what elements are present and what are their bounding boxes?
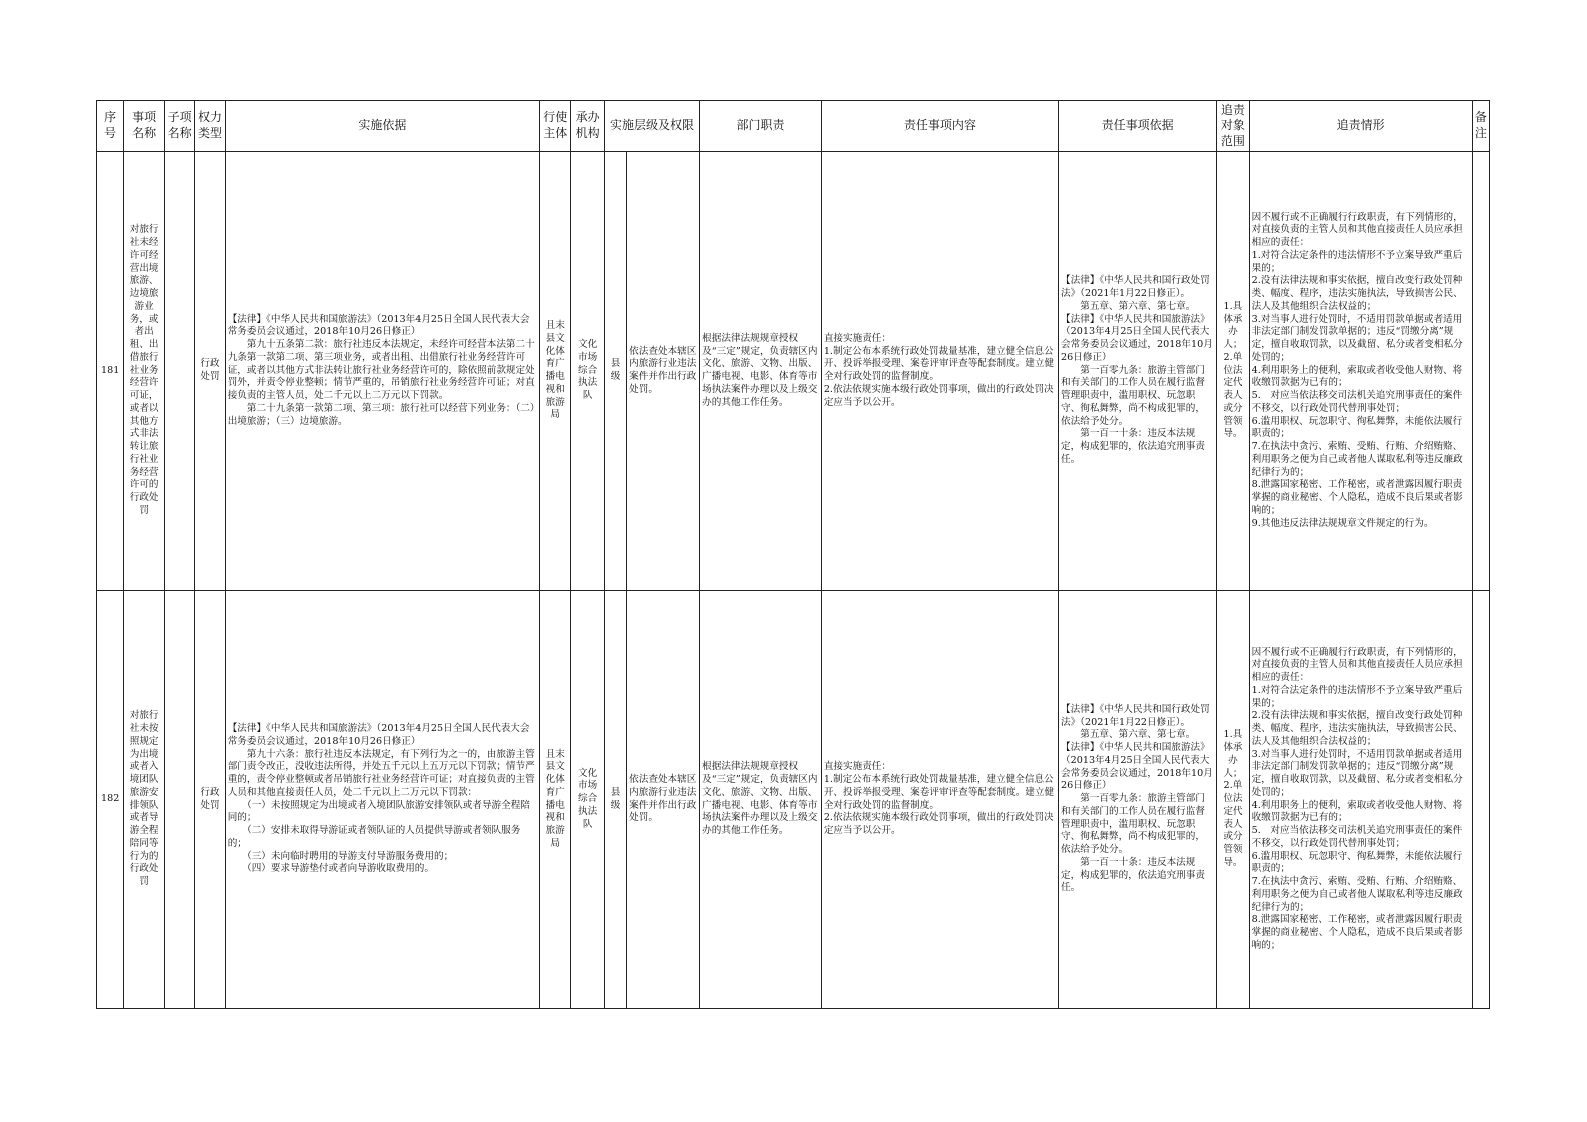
cell-resp-basis: 【法律】《中华人民共和国行政处罚法》（2021年1月22日修正）。 第五章、第六章、第七章。 【法律】《中华人民共和国旅游法》（2013年4月25日全国人民代表大会常务委员会议通过，2018年10月26日修正） 第一百零九条：旅游主管部门和有关部门的工作人员在履行监督管理职责中，滥用职权、玩忽职守、徇私舞弊，尚不构成犯罪的，依法给予处分。 第一百一十条：违反本法规定，构成犯罪的，依法追究刑事责任。 [1059,591,1217,1009]
header-resp-basis: 责任事项依据 [1059,101,1217,152]
header-subject: 行使主体 [540,101,571,152]
header-power-type: 权力类型 [195,101,225,152]
cell-sub-item [164,591,194,1009]
duty-list-table [96,100,1490,1009]
table-header-row [97,101,1490,152]
cell-accountability: 因不履行或不正确履行行政职责，有下列情形的，对直接负责的主管人员和其他直接责任人员应承担相应的责任： 1.对符合法定条件的违法情形不予立案导致严重后果的； 2.没有法律法规和事实依据，擅自改变行政处罚种类、幅度、程序，违法实施执法，导致损害公民、法人及其他组织合法权益的； 3.对当事人进行处罚时，不适用罚款单据或者适用非法定部门制发罚款单据的；违反“罚缴分离”规定，擅自收取罚款，以及截留、私分或者变相私分处罚的； 4.利用职务上的便利，索取或者收受他人财物、将收缴罚款据为已有的； 5. 对应当依法移交司法机关追究刑事责任的案件不移交，以行政处罚代替刑事处罚； 6.滥用职权、玩忽职守、徇私舞弊，未能依法履行职责的； 7.在执法中贪污、索贿、受贿、行贿、介绍贿赂、利用职务之便为自己或者他人谋取私利等违反廉政纪律行为的； 8.泄露国家秘密、工作秘密，或者泄露因履行职责掌握的商业秘密、个人隐私，造成不良后果或者影响的； 9.其他违反法律法规规章文件规定的行为。 [1249,152,1472,591]
cell-sub-item [164,152,194,591]
header-org: 承办机构 [571,101,604,152]
header-item-name: 事项名称 [124,101,165,152]
cell-basis: 【法律】《中华人民共和国旅游法》（2013年4月25日全国人民代表大会常务委员会议通过，2018年10月26日修正） 第九十六条：旅行社违反本法规定，有下列行为之一的，由旅游主管部门责令改正，没收违法所得，并处五千元以上五万元以下罚款；情节严重的，责令停业整顿或者吊销旅行社业务经营许可证；对直接负责的主管人员和其他直接责任人员，处二千元以上二万元以下罚款： （一）未按照规定为出境或者入境团队旅游安排领队或者导游全程陪同的； （二）安排未取得导游证或者领队证的人员提供导游或者领队服务的； （三）未向临时聘用的导游支付导游服务费用的； （四）要求导游垫付或者向导游收取费用的。 [225,591,539,1009]
cell-item-name: 对旅行社未经许可经营出境旅游、边境旅游业务，或者出租、出借旅行社业务经营许可证，或者以其他方式非法转让旅行社业务经营许可的行政处罚 [124,152,165,591]
cell-scope: 1.具体承办人；2.单位法定代表人或分管领导。 [1217,591,1249,1009]
cell-resp-content: 直接实施责任： 1.制定公布本系统行政处罚裁量基准，建立健全信息公开、投诉举报受理、案卷评审评查等配套制度。建立健全对行政处罚的监督制度。 2.依法依规实施本级行政处罚事项，做出的行政处罚决定应当予以公开。 [821,152,1058,591]
cell-basis: 【法律】《中华人民共和国旅游法》（2013年4月25日全国人民代表大会常务委员会议通过，2018年10月26日修正） 第九十五条第二款：旅行社违反本法规定，未经许可经营本法第二十九条第一款第二项、第三项业务，或者出租、出借旅行社业务经营许可证，或者以其他方式非法转让旅行社业务经营许可的，除依照前款规定处罚外，并责令停业整顿；情节严重的，吊销旅行社业务经营许可证；对直接负责的主管人员，处二千元以上二万元以下罚款。 第二十九条第一款第二项、第三项：旅行社可以经营下列业务：（二）出境旅游；（三）边境旅游。 [225,152,539,591]
cell-scope: 1.具体承办人；2.单位法定代表人或分管领导。 [1217,152,1249,591]
cell-authority: 依法查处本辖区内旅游行业违法案件并作出行政处罚。 [627,591,700,1009]
header-accountability: 追责情形 [1249,101,1472,152]
cell-item-name: 对旅行社未按照规定为出境或者入境团队旅游安排领队或者导游全程陪同等行为的行政处罚 [124,591,165,1009]
cell-level: 县级 [604,591,626,1009]
cell-resp-content: 直接实施责任： 1.制定公布本系统行政处罚裁量基准，建立健全信息公开、投诉举报受理、案卷评审评查等配套制度。建立健全对行政处罚的监督制度。 2.依法依规实施本级行政处罚事项，做出的行政处罚决定应当予以公开。 [821,591,1058,1009]
cell-dept-duty: 根据法律法规规章授权及“三定”规定，负责辖区内文化、旅游、文物、出版、广播电视、电影、体育等市场执法案件办理以及上级交办的其他工作任务。 [700,152,822,591]
cell-dept-duty: 根据法律法规规章授权及“三定”规定，负责辖区内文化、旅游、文物、出版、广播电视、电影、体育等市场执法案件办理以及上级交办的其他工作任务。 [700,591,822,1009]
table-row [97,152,1490,591]
cell-remark [1472,591,1489,1009]
cell-org: 文化市场综合执法队 [571,591,604,1009]
cell-subject: 且末县文化体育广播电视和旅游局 [540,591,571,1009]
cell-power-type: 行政处罚 [195,152,225,591]
header-basis: 实施依据 [225,101,539,152]
header-sub-item: 子项名称 [164,101,194,152]
cell-accountability: 因不履行或不正确履行行政职责，有下列情形的，对直接负责的主管人员和其他直接责任人员应承担相应的责任： 1.对符合法定条件的违法情形不予立案导致严重后果的； 2.没有法律法规和事实依据，擅自改变行政处罚种类、幅度、程序，违法实施执法，导致损害公民、法人及其他组织合法权益的； 3.对当事人进行处罚时，不适用罚款单据或者适用非法定部门制发罚款单据的；违反“罚缴分离”规定，擅自收取罚款，以及截留、私分或者变相私分处罚的； 4.利用职务上的便利，索取或者收受他人财物、将收缴罚款据为已有的； 5. 对应当依法移交司法机关追究刑事责任的案件不移交，以行政处罚代替刑事处罚； 6.滥用职权、玩忽职守、徇私舞弊，未能依法履行职责的； 7.在执法中贪污、索贿、受贿、行贿、介绍贿赂、利用职务之便为自己或者他人谋取私利等违反廉政纪律行为的； 8.泄露国家秘密、工作秘密，或者泄露因履行职责掌握的商业秘密、个人隐私，造成不良后果或者影响的； [1249,591,1472,1009]
header-resp-content: 责任事项内容 [821,101,1058,152]
header-seq: 序号 [97,101,124,152]
header-remark: 备注 [1472,101,1489,152]
cell-power-type: 行政处罚 [195,591,225,1009]
header-dept-duty: 部门职责 [700,101,822,152]
cell-seq: 181 [97,152,124,591]
table-row [97,591,1490,1009]
cell-resp-basis: 【法律】《中华人民共和国行政处罚法》（2021年1月22日修正）。 第五章、第六章、第七章。 【法律】《中华人民共和国旅游法》（2013年4月25日全国人民代表大会常务委员会议通过，2018年10月26日修正） 第一百零九条：旅游主管部门和有关部门的工作人员在履行监督管理职责中，滥用职权、玩忽职守、徇私舞弊，尚不构成犯罪的，依法给予处分。 第一百一十条：违反本法规定，构成犯罪的，依法追究刑事责任。 [1059,152,1217,591]
cell-remark [1472,152,1489,591]
header-scope: 追责对象范围 [1217,101,1249,152]
cell-authority: 依法查处本辖区内旅游行业违法案件并作出行政处罚。 [627,152,700,591]
cell-level: 县级 [604,152,626,591]
cell-subject: 且末县文化体育广播电视和旅游局 [540,152,571,591]
header-level: 实施层级及权限 [604,101,699,152]
cell-org: 文化市场综合执法队 [571,152,604,591]
cell-seq: 182 [97,591,124,1009]
